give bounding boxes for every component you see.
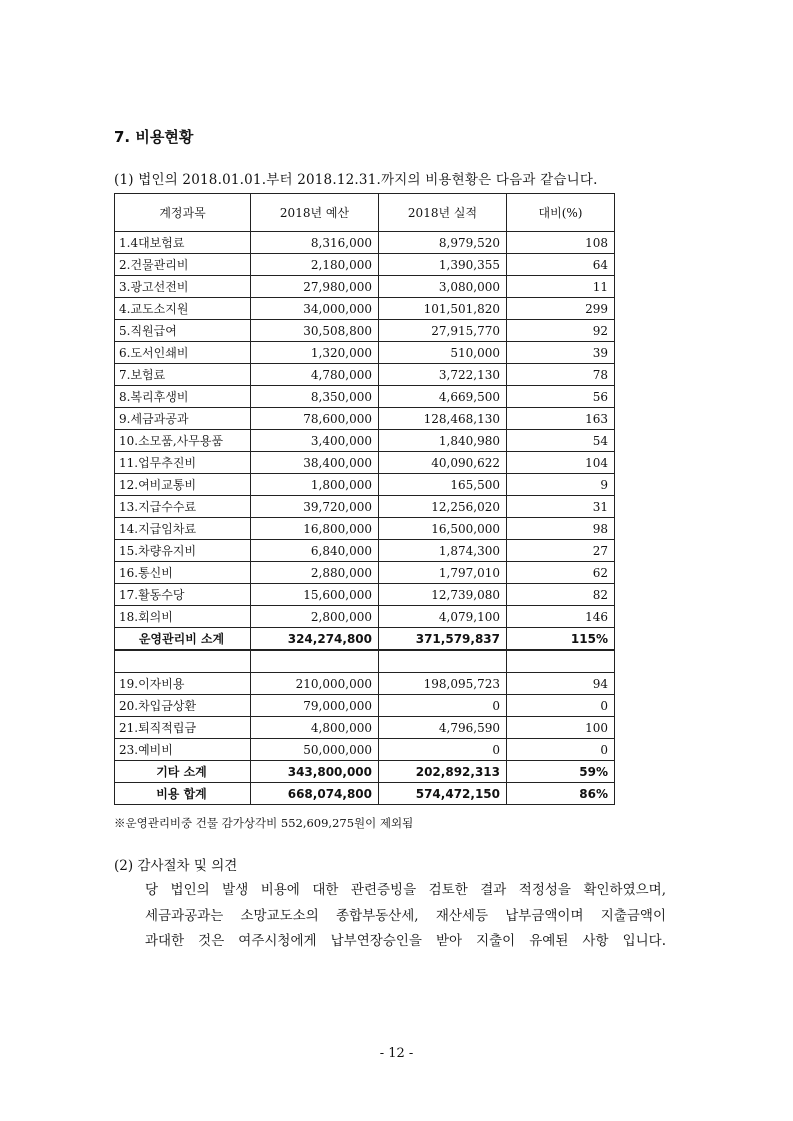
budget-value: 4,780,000 [251,364,379,386]
ratio-value: 82 [507,584,615,606]
operating-subtotal-ratio: 115% [507,628,615,651]
actual-value: 1,874,300 [379,540,507,562]
table-header-row [115,194,615,232]
budget-value: 16,800,000 [251,518,379,540]
ratio-value: 94 [507,673,615,695]
operating-subtotal-budget: 324,274,800 [251,628,379,651]
actual-value: 4,079,100 [379,606,507,628]
actual-value: 4,796,590 [379,717,507,739]
budget-value: 210,000,000 [251,673,379,695]
actual-value: 0 [379,739,507,761]
ratio-value: 54 [507,430,615,452]
budget-value: 2,180,000 [251,254,379,276]
account-name: 15.차량유지비 [115,540,251,562]
budget-value: 2,800,000 [251,606,379,628]
audit-line: 당 법인의 발생 비용에 대한 관련증빙을 검토한 결과 적정성을 확인하였으며, [145,882,666,898]
ratio-value: 64 [507,254,615,276]
actual-value: 510,000 [379,342,507,364]
table-row [115,584,615,606]
actual-value: 0 [379,695,507,717]
budget-value: 50,000,000 [251,739,379,761]
actual-value: 27,915,770 [379,320,507,342]
account-name: 20.차입금상환 [115,695,251,717]
total-row [115,783,615,805]
budget-value: 3,400,000 [251,430,379,452]
account-name: 11.업무추진비 [115,452,251,474]
total-ratio: 86% [507,783,615,805]
other-subtotal-actual: 202,892,313 [379,761,507,783]
operating-subtotal-row [115,628,615,651]
operating-subtotal-actual: 371,579,837 [379,628,507,651]
ratio-value: 56 [507,386,615,408]
table-row [115,342,615,364]
ratio-value: 78 [507,364,615,386]
table-row [115,673,615,695]
table-row [115,386,615,408]
actual-value: 165,500 [379,474,507,496]
actual-value: 1,797,010 [379,562,507,584]
actual-value: 16,500,000 [379,518,507,540]
operating-subtotal-label: 운영관리비 소계 [115,628,251,651]
account-name: 12.여비교통비 [115,474,251,496]
account-name: 23.예비비 [115,739,251,761]
header-ratio: 대비(%) [507,194,615,232]
budget-value: 78,600,000 [251,408,379,430]
other-subtotal-label: 기타 소계 [115,761,251,783]
audit-line: 과대한 것은 여주시청에게 납부연장승인을 받아 지출이 유예된 사항 입니다. [145,933,666,949]
table-row [115,254,615,276]
ratio-value: 27 [507,540,615,562]
actual-value: 12,739,080 [379,584,507,606]
account-name: 14.지급임차료 [115,518,251,540]
budget-value: 8,316,000 [251,232,379,254]
account-name: 19.이자비용 [115,673,251,695]
account-name: 8.복리후생비 [115,386,251,408]
table-row [115,232,615,254]
account-name: 7.보험료 [115,364,251,386]
ratio-value: 11 [507,276,615,298]
table-row [115,717,615,739]
budget-value: 15,600,000 [251,584,379,606]
ratio-value: 92 [507,320,615,342]
section-title: 7. 비용현황 [114,128,194,146]
table-row [115,540,615,562]
table-row [115,739,615,761]
actual-value: 198,095,723 [379,673,507,695]
intro-text: (1) 법인의 2018.01.01.부터 2018.12.31.까지의 비용현황은 다음과 같습니다. [114,172,598,188]
table-row [115,695,615,717]
table-row [115,364,615,386]
total-actual: 574,472,150 [379,783,507,805]
budget-value: 38,400,000 [251,452,379,474]
account-name: 21.퇴직적립금 [115,717,251,739]
account-name: 3.광고선전비 [115,276,251,298]
page-number: - 12 - [379,1046,414,1061]
header-actual: 2018년 실적 [379,194,507,232]
other-subtotal-row [115,761,615,783]
budget-value: 8,350,000 [251,386,379,408]
budget-value: 6,840,000 [251,540,379,562]
header-budget: 2018년 예산 [251,194,379,232]
audit-body [145,878,666,955]
header-account: 계정과목 [115,194,251,232]
ratio-value: 98 [507,518,615,540]
actual-value: 128,468,130 [379,408,507,430]
budget-value: 39,720,000 [251,496,379,518]
ratio-value: 299 [507,298,615,320]
ratio-value: 62 [507,562,615,584]
total-budget: 668,074,800 [251,783,379,805]
ratio-value: 163 [507,408,615,430]
actual-value: 1,840,980 [379,430,507,452]
other-subtotal-ratio: 59% [507,761,615,783]
table-row [115,408,615,430]
ratio-value: 31 [507,496,615,518]
account-name: 18.회의비 [115,606,251,628]
account-name: 13.지급수수료 [115,496,251,518]
other-subtotal-budget: 343,800,000 [251,761,379,783]
actual-value: 4,669,500 [379,386,507,408]
actual-value: 40,090,622 [379,452,507,474]
blank-row [115,650,615,673]
ratio-value: 146 [507,606,615,628]
ratio-value: 9 [507,474,615,496]
actual-value: 3,722,130 [379,364,507,386]
account-name: 4.교도소지원 [115,298,251,320]
actual-value: 1,390,355 [379,254,507,276]
audit-line: 세금과공과는 소망교도소의 종합부동산세, 재산세등 납부금액이며 지출금액이 [145,907,666,924]
table-row [115,562,615,584]
ratio-value: 104 [507,452,615,474]
table-row [115,430,615,452]
audit-heading: (2) 감사절차 및 의견 [114,858,238,874]
account-name: 6.도서인쇄비 [115,342,251,364]
table-row [115,474,615,496]
actual-value: 12,256,020 [379,496,507,518]
total-label: 비용 합계 [115,783,251,805]
budget-value: 2,880,000 [251,562,379,584]
account-name: 2.건물관리비 [115,254,251,276]
ratio-value: 39 [507,342,615,364]
budget-value: 1,800,000 [251,474,379,496]
ratio-value: 0 [507,739,615,761]
account-name: 16.통신비 [115,562,251,584]
budget-value: 34,000,000 [251,298,379,320]
account-name: 10.소모품,사무용품 [115,430,251,452]
actual-value: 3,080,000 [379,276,507,298]
table-row [115,320,615,342]
budget-value: 4,800,000 [251,717,379,739]
footnote: ※운영관리비중 건물 감가상각비 552,609,275원이 제외됨 [114,816,414,830]
table-row [115,606,615,628]
actual-value: 8,979,520 [379,232,507,254]
cost-table [114,193,615,805]
account-name: 9.세금과공과 [115,408,251,430]
budget-value: 79,000,000 [251,695,379,717]
ratio-value: 108 [507,232,615,254]
actual-value: 101,501,820 [379,298,507,320]
account-name: 1.4대보험료 [115,232,251,254]
account-name: 5.직원급여 [115,320,251,342]
ratio-value: 0 [507,695,615,717]
table-row [115,518,615,540]
budget-value: 27,980,000 [251,276,379,298]
ratio-value: 100 [507,717,615,739]
budget-value: 1,320,000 [251,342,379,364]
budget-value: 30,508,800 [251,320,379,342]
table-row [115,496,615,518]
table-row [115,452,615,474]
account-name: 17.활동수당 [115,584,251,606]
table-row [115,298,615,320]
table-row [115,276,615,298]
